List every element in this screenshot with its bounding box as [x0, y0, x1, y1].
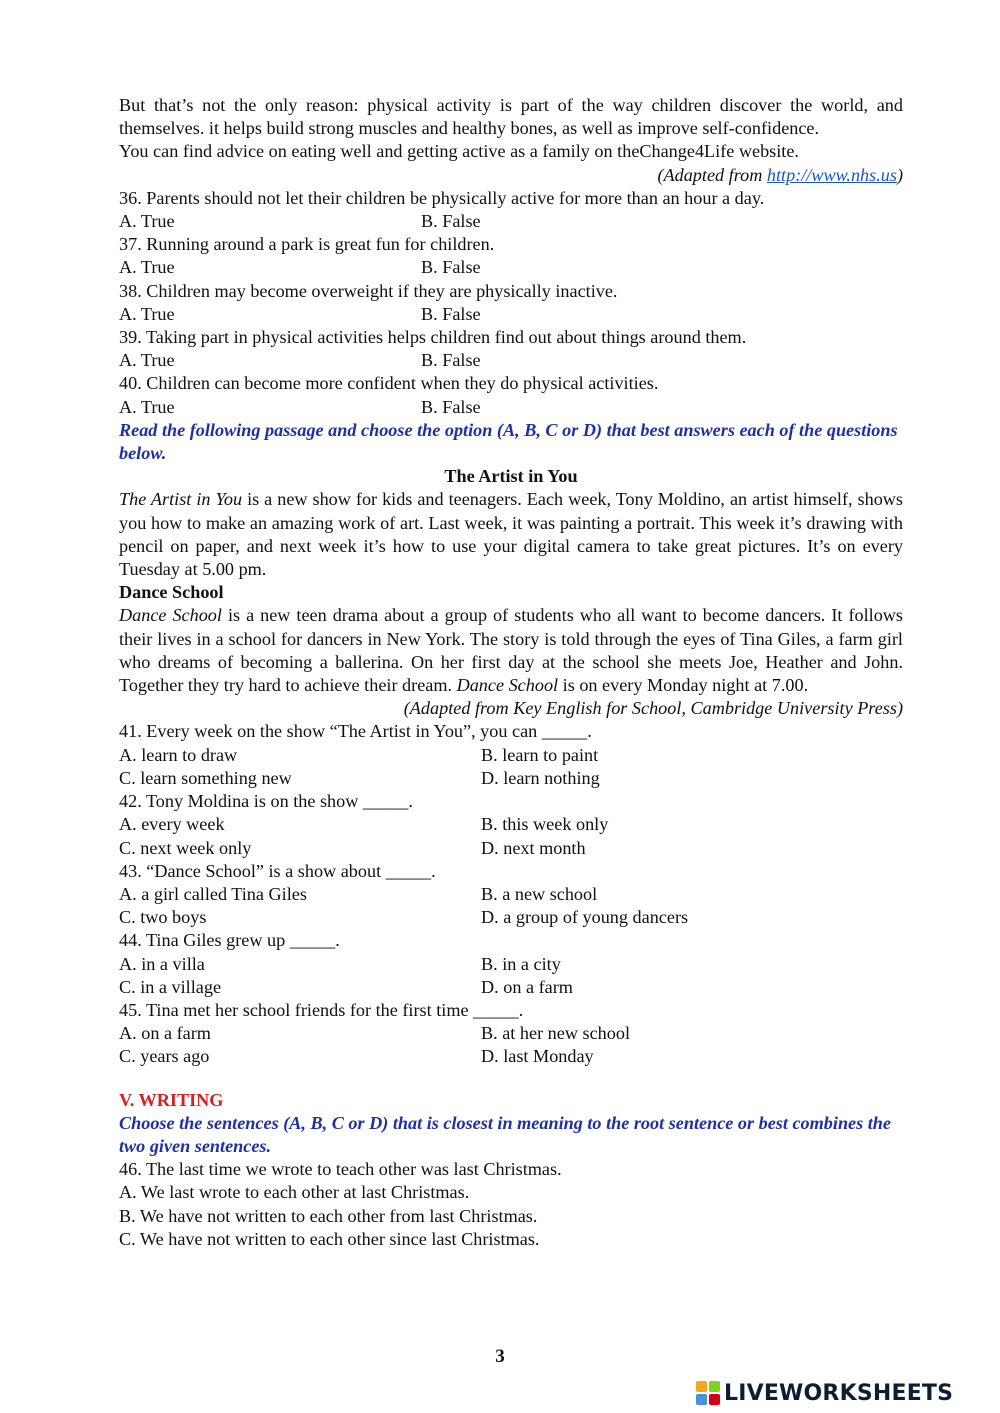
option-d[interactable]: D. next month — [481, 837, 586, 858]
option-b[interactable]: B. learn to paint — [481, 744, 599, 765]
logo-square — [696, 1394, 707, 1405]
mc-question-45 — [119, 999, 903, 1069]
option-c[interactable]: C. next week only — [119, 837, 252, 858]
option-true[interactable]: A. True — [119, 211, 175, 232]
option-d[interactable]: D. learn nothing — [481, 767, 600, 788]
logo-icon — [696, 1381, 720, 1405]
question-text: 42. Tony Moldina is on the show _____. — [119, 791, 413, 812]
intro-source — [119, 164, 903, 187]
tf-question-38 — [119, 280, 903, 326]
option-c[interactable]: C. We have not written to each other since last Christmas. — [119, 1228, 540, 1249]
intro-advice: You can find advice on eating well and getting active as a family on theChange4Life website. — [119, 141, 799, 162]
passage-text: is a new teen drama about a group of students who all want to become dancers. It follows their lives in a school for dancers in New York. The story is told through the eyes of Tina Giles, a farm girl who dreams of becoming a ballerina. On her first day at the school she meets Joe, Heather and John. Together they try hard to achieve their dream. — [119, 605, 904, 696]
option-row — [119, 883, 903, 906]
source-link[interactable]: http://www.nhs.us — [766, 164, 897, 185]
option-row — [119, 744, 903, 767]
passage-title-dance: Dance School — [119, 582, 224, 603]
option-false[interactable]: B. False — [421, 350, 481, 371]
mc-question-44 — [119, 929, 903, 999]
option-a[interactable]: A. on a farm — [119, 1023, 211, 1044]
option-row — [119, 767, 903, 790]
liveworksheets-logo — [696, 1379, 953, 1407]
logo-text: LIVEWORKSHEETS — [724, 1380, 954, 1406]
option-true[interactable]: A. True — [119, 257, 175, 278]
option-false[interactable]: B. False — [421, 303, 481, 324]
logo-square — [709, 1394, 720, 1405]
question-text: 43. “Dance School” is a show about _____. — [119, 860, 436, 881]
option-d[interactable]: D. last Monday — [481, 1046, 594, 1067]
option-a[interactable]: A. We last wrote to each other at last Christmas. — [119, 1182, 470, 1203]
option-false[interactable]: B. False — [421, 257, 481, 278]
tf-question-36 — [119, 187, 903, 233]
option-b[interactable]: B. this week only — [481, 814, 609, 835]
source-suffix: ) — [896, 164, 903, 185]
option-c[interactable]: C. years ago — [119, 1046, 210, 1067]
passage-dance — [119, 604, 903, 697]
question-46: 46. The last time we wrote to teach other was last Christmas. — [119, 1159, 562, 1180]
option-row — [119, 906, 903, 929]
mc-question-42 — [119, 790, 903, 860]
option-false[interactable]: B. False — [421, 396, 481, 417]
tf-question-39 — [119, 326, 903, 372]
writing-heading: V. WRITING — [119, 1089, 224, 1110]
question-text: 40. Children can become more confident when they do physical activities. — [119, 373, 659, 394]
page-number: 3 — [495, 1346, 505, 1367]
option-row — [119, 303, 903, 326]
option-row — [119, 813, 903, 836]
question-text: 36. Parents should not let their children be physically active for more than an hour a day. — [119, 187, 765, 208]
option-row — [119, 1022, 903, 1045]
option-row — [119, 396, 903, 419]
reading-source: (Adapted from Key English for School, Cambridge University Press) — [403, 698, 903, 719]
option-b[interactable]: B. at her new school — [481, 1023, 630, 1044]
option-a[interactable]: A. a girl called Tina Giles — [119, 883, 307, 904]
option-d[interactable]: D. a group of young dancers — [481, 907, 689, 928]
question-text: 38. Children may become overweight if they are physically inactive. — [119, 280, 618, 301]
option-row — [119, 837, 903, 860]
option-c[interactable]: C. learn something new — [119, 767, 292, 788]
option-b[interactable]: B. We have not written to each other from last Christmas. — [119, 1205, 538, 1226]
section-spacer — [119, 1069, 903, 1089]
mc-question-41 — [119, 720, 903, 790]
option-a[interactable]: A. learn to draw — [119, 744, 238, 765]
source-prefix: (Adapted from — [657, 164, 767, 185]
option-a[interactable]: A. in a villa — [119, 953, 205, 974]
option-row — [119, 210, 903, 233]
option-c[interactable]: C. two boys — [119, 907, 207, 928]
option-row — [119, 349, 903, 372]
option-row — [119, 953, 903, 976]
question-text: 37. Running around a park is great fun for children. — [119, 234, 495, 255]
show-name: Dance School — [456, 675, 559, 696]
tf-question-40 — [119, 372, 903, 418]
option-true[interactable]: A. True — [119, 396, 175, 417]
option-d[interactable]: D. on a farm — [481, 976, 573, 997]
question-text: 45. Tina met her school friends for the first time _____. — [119, 999, 524, 1020]
worksheet-page — [119, 94, 903, 1251]
passage-artist — [119, 488, 903, 581]
writing-instruction: Choose the sentences (A, B, C or D) that is closest in meaning to the root sentence or best combines the two given sentences. — [119, 1112, 891, 1156]
intro-paragraph: But that’s not the only reason: physical activity is part of the way children discover the world, and themselves. it helps build strong muscles and healthy bones, as well as improve self-confidence. — [119, 95, 903, 139]
option-row — [119, 976, 903, 999]
logo-square — [709, 1381, 720, 1392]
reading-instruction: Read the following passage and choose the option (A, B, C or D) that best answers each of the questions below. — [119, 419, 898, 464]
question-text: 39. Taking part in physical activities helps children find out about things around them. — [119, 327, 747, 348]
tf-question-37 — [119, 233, 903, 279]
question-text: 41. Every week on the show “The Artist in You”, you can _____. — [119, 721, 592, 742]
question-text: 44. Tina Giles grew up _____. — [119, 930, 340, 951]
option-a[interactable]: A. every week — [119, 814, 225, 835]
passage-text: is on every Monday night at 7.00. — [558, 675, 809, 696]
option-row — [119, 1045, 903, 1068]
passage-title-artist: The Artist in You — [444, 466, 578, 487]
passage-text: is a new show for kids and teenagers. Each week, Tony Moldino, an artist himself, shows you how to make an amazing work of art. Last week, it was painting a portrait. This week it’s drawing with pencil on paper, and next week it’s how to use your digital camera to take great pictures. It’s on every Tuesday at 5.00 pm. — [119, 489, 903, 580]
logo-square — [696, 1381, 707, 1392]
option-b[interactable]: B. a new school — [481, 883, 598, 904]
show-name: Dance School — [119, 605, 222, 626]
option-row — [119, 256, 903, 279]
show-name: The Artist in You — [119, 489, 243, 510]
option-false[interactable]: B. False — [421, 211, 481, 232]
mc-question-43 — [119, 860, 903, 930]
option-b[interactable]: B. in a city — [481, 953, 561, 974]
option-true[interactable]: A. True — [119, 303, 175, 324]
option-true[interactable]: A. True — [119, 350, 175, 371]
option-c[interactable]: C. in a village — [119, 976, 222, 997]
